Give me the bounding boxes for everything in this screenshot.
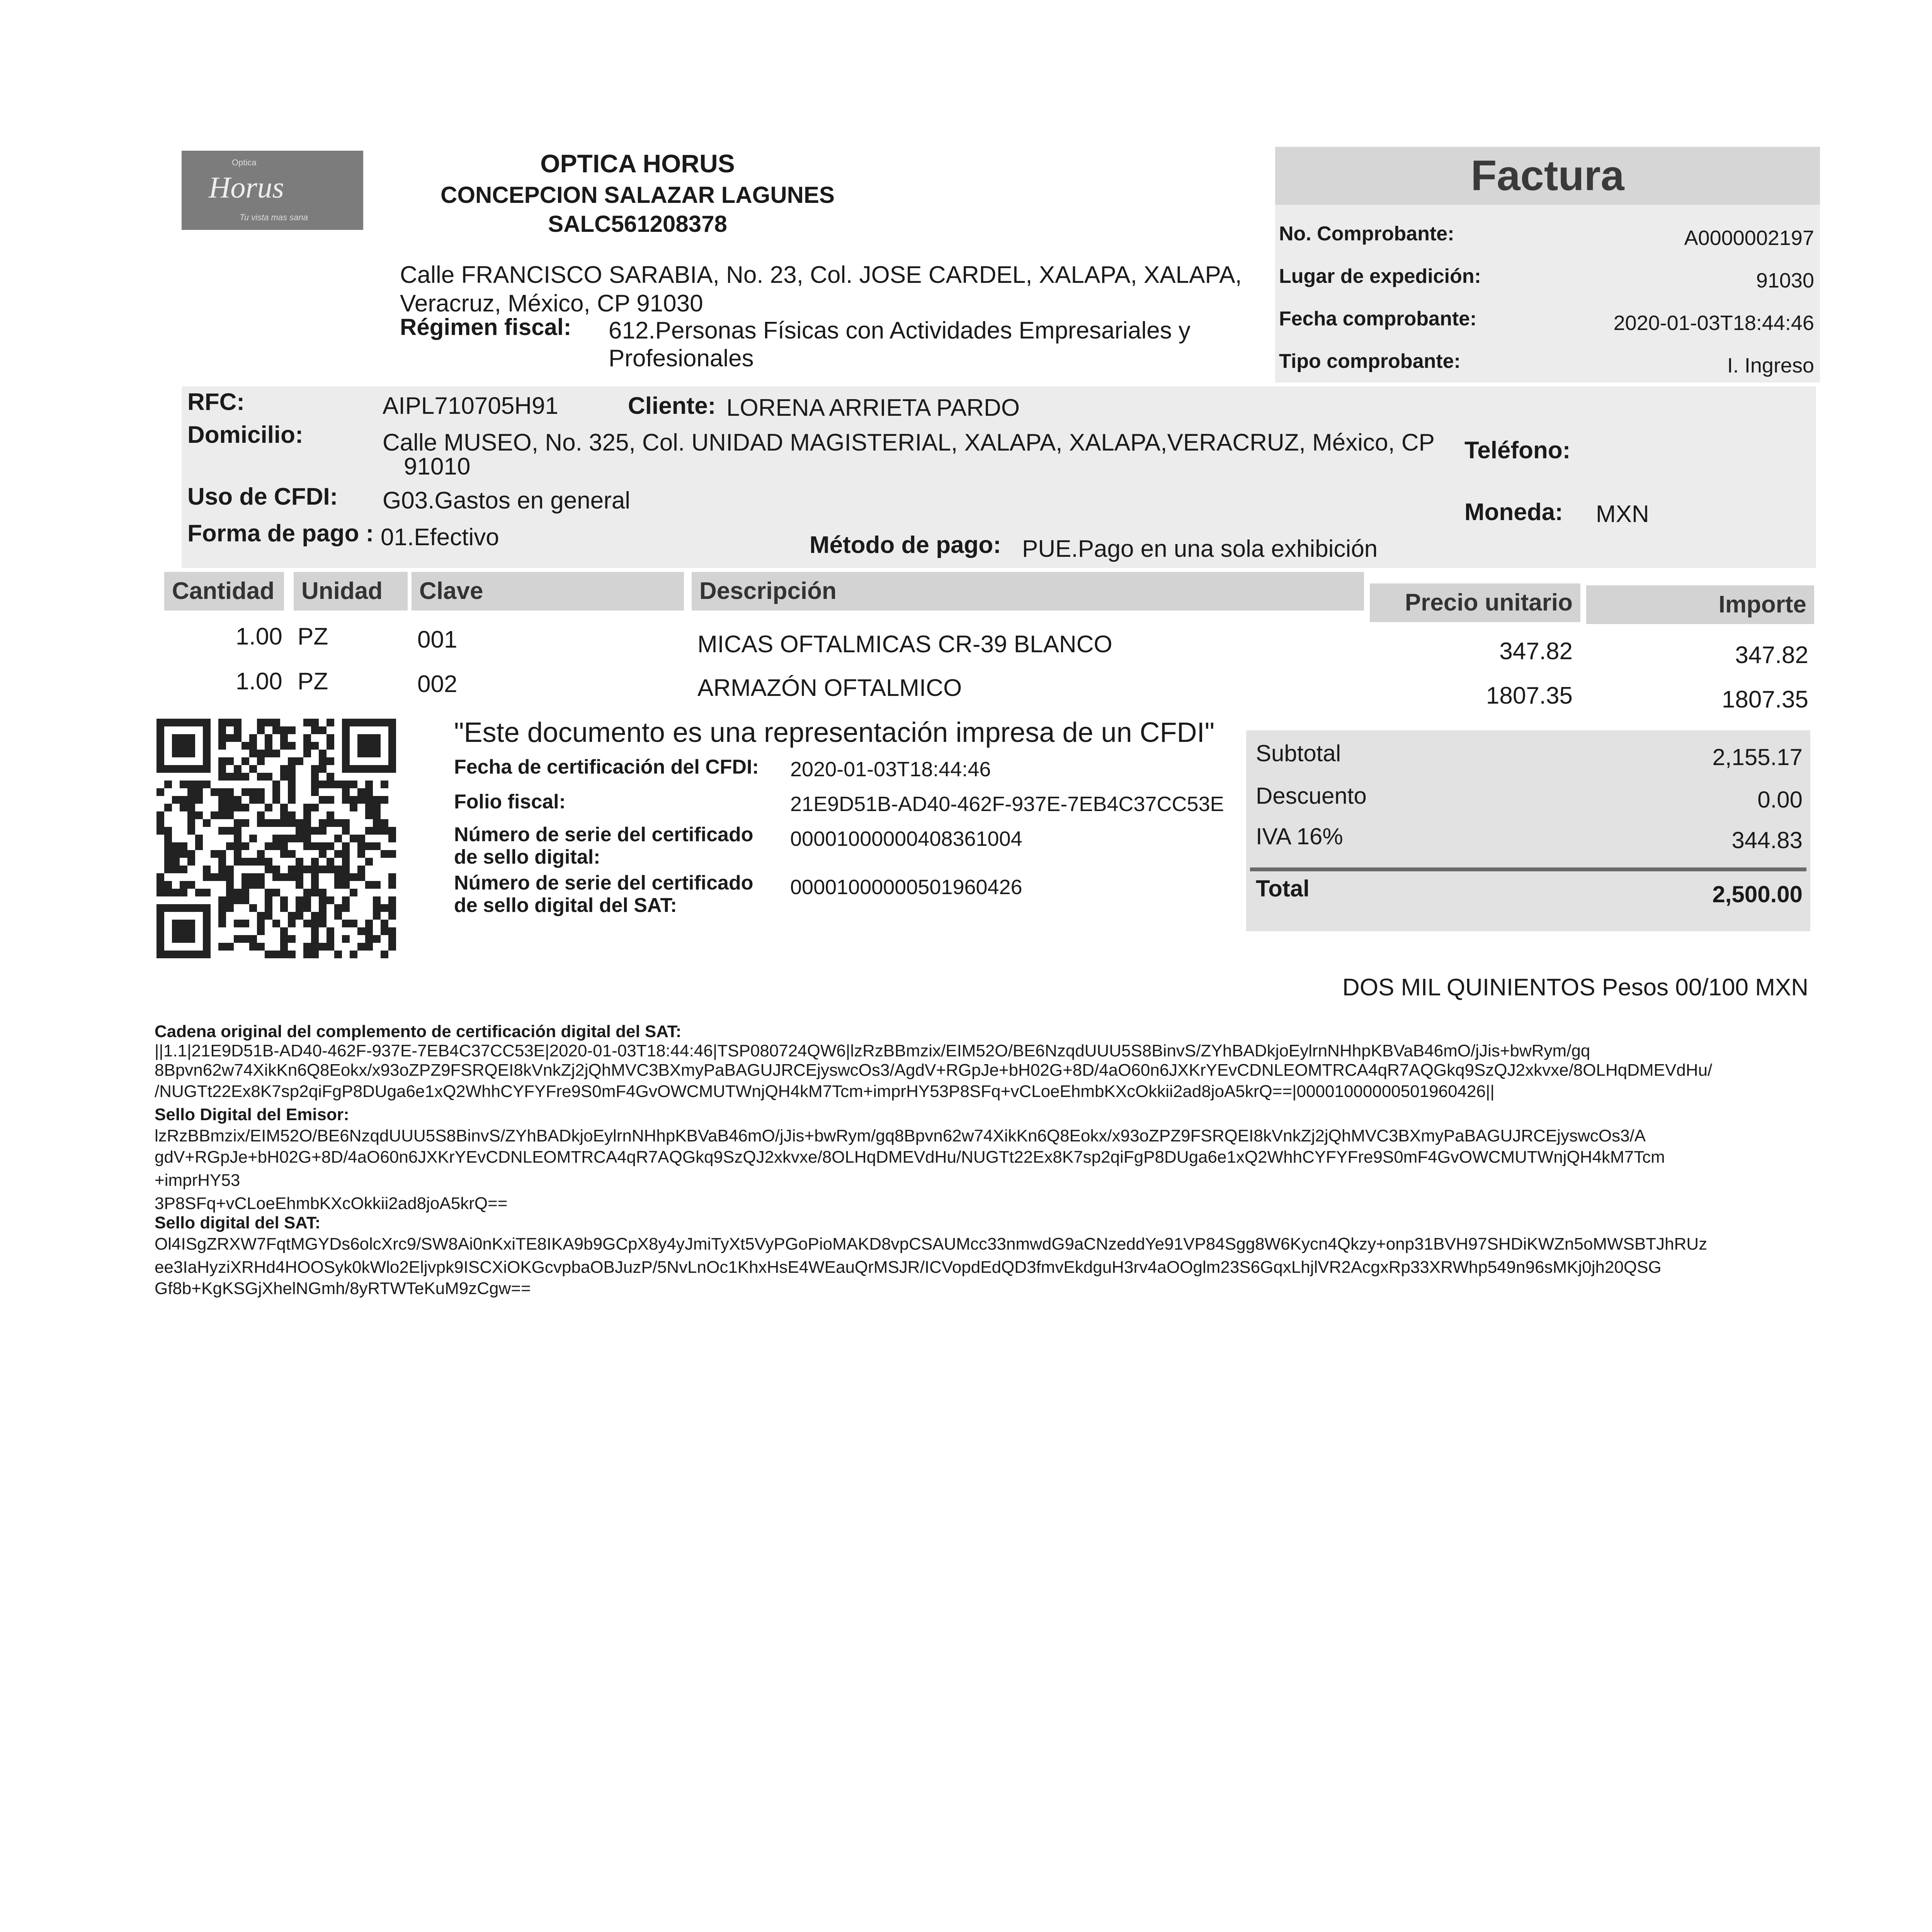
metodo-pago-value: PUE.Pago en una sola exhibición	[1022, 536, 1378, 562]
col-clave: Clave	[412, 572, 684, 611]
row2-cantidad: 1.00	[236, 668, 282, 695]
fecha-certificacion-value: 2020-01-03T18:44:46	[790, 758, 991, 781]
sello-emisor-line-3: +imprHY53	[155, 1171, 240, 1190]
fecha-value: 2020-01-03T18:44:46	[1613, 311, 1814, 335]
row2-importe: 1807.35	[1721, 686, 1808, 713]
company-address: Calle FRANCISCO SARABIA, No. 23, Col. JOSE CARDEL, XALAPA, XALAPA, Veracruz, México, CP 91030	[400, 262, 1242, 317]
sello-emisor-line-2: gdV+RGpJe+bH02G+8D/4aO60n6JXKrYEvCDNLEOMTRCA4qR7AQGkq9SzQJ2xkvxe/8OLHqDMEVdHu/NUGTt22Ex8K7sp2qiFgP8DUga6e1xQ2WhhCYFYFre9S0mF4GvOWCMUTWnjQH4kM7Tcm	[155, 1148, 1665, 1167]
logo-small-text: Optica	[232, 158, 257, 167]
row1-unidad: PZ	[298, 623, 328, 650]
row1-descripcion: MICAS OFTALMICAS CR-39 BLANCO	[697, 631, 1112, 658]
no-comprobante-label: No. Comprobante:	[1279, 223, 1454, 245]
sello-sat-line-1: Ol4ISgZRXW7FqtMGYDs6olcXrc9/SW8Ai0nKxiTE8IKA9b9GCpX8y4yJmiTyXt5VyPGoPioMAKD8vpCSAUMcc33nmwdG9aCNzeddYe91VP84Sgg8W6Kycn4Qkzy+onp31BVH97SHDiKWZn5oMWSBTJhRUz	[155, 1235, 1708, 1253]
subtotal-value: 2,155.17	[1712, 744, 1803, 770]
cliente-value: LORENA ARRIETA PARDO	[726, 395, 1020, 421]
sello-emisor-label: Sello Digital del Emisor:	[155, 1105, 349, 1124]
fecha-label: Fecha comprobante:	[1279, 308, 1477, 330]
cadena-original-line-1: ||1.1|21E9D51B-AD40-462F-937E-7EB4C37CC53E|2020-01-03T18:44:46|TSP080724QW6|lzRzBBmzix/EIM52O/BE6NzqdUUU5S8BinvS/ZYhBADkjoEylrnNHhpKBVaB46mO/jJis+bwRym/gq	[155, 1041, 1590, 1060]
rfc-value: AIPL710705H91	[383, 393, 559, 419]
serie-emisor-label-1: Número de serie del certificado	[454, 823, 753, 846]
telefono-label: Teléfono:	[1464, 437, 1571, 464]
iva-value: 344.83	[1731, 827, 1803, 853]
total-label: Total	[1256, 876, 1310, 901]
sello-sat-line-3: Gf8b+KgKSGjXhelNGmh/8yRTWTeKuM9zCgw==	[155, 1279, 531, 1298]
row2-unidad: PZ	[298, 668, 328, 695]
company-owner: CONCEPCION SALAZAR LAGUNES	[440, 182, 835, 208]
row2-precio: 1807.35	[1486, 682, 1573, 709]
sello-sat-label: Sello digital del SAT:	[155, 1213, 321, 1232]
cfdi-representation-note: "Este documento es una representación impresa de un CFDI"	[454, 717, 1215, 748]
descuento-label: Descuento	[1256, 783, 1367, 809]
domicilio-label: Domicilio:	[187, 422, 303, 448]
metodo-pago-label: Método de pago:	[810, 532, 1001, 558]
logo-tagline: Tu vista mas sana	[240, 213, 308, 222]
col-descripcion: Descripción	[692, 572, 1364, 611]
amount-in-words: DOS MIL QUINIENTOS Pesos 00/100 MXN	[1342, 974, 1808, 1001]
uso-cfdi-value: G03.Gastos en general	[383, 487, 631, 514]
total-divider	[1250, 867, 1806, 871]
descuento-value: 0.00	[1757, 787, 1803, 813]
lugar-value: 91030	[1756, 269, 1814, 292]
row1-precio: 347.82	[1499, 638, 1573, 665]
moneda-value: MXN	[1596, 501, 1649, 527]
row2-clave: 002	[417, 671, 457, 697]
lugar-label: Lugar de expedición:	[1279, 265, 1481, 287]
tipo-value: I. Ingreso	[1727, 354, 1814, 377]
serie-sat-label-2: de sello digital del SAT:	[454, 894, 677, 917]
company-name: OPTICA HORUS	[540, 149, 735, 178]
subtotal-label: Subtotal	[1256, 740, 1341, 766]
sello-emisor-line-1: lzRzBBmzix/EIM52O/BE6NzqdUUU5S8BinvS/ZYhBADkjoEylrnNHhpKBVaB46mO/jJis+bwRym/gq8Bpvn62w74XikKn6Q8Eokx/x93oZPZ9FSRQEI8kVnkZj2jQhMVC3BXmyPaBAGUJRCEjyswcOs3/A	[155, 1126, 1646, 1145]
col-unidad: Unidad	[294, 572, 408, 611]
invoice-title: Factura	[1275, 147, 1820, 205]
cadena-original-line-3: /NUGTt22Ex8K7sp2qiFgP8DUga6e1xQ2WhhCYFYFre9S0mF4GvOWCMUTWnjQH4kM7Tcm+imprHY53P8SFq+vCLoeEhmbKXcOkkii2ad8joA5krQ==|00001000000501960426||	[155, 1082, 1495, 1101]
tipo-label: Tipo comprobante:	[1279, 350, 1461, 372]
row2-descripcion: ARMAZÓN OFTALMICO	[697, 675, 962, 701]
domicilio-line2: 91010	[404, 453, 471, 480]
domicilio-line1: Calle MUSEO, No. 325, Col. UNIDAD MAGISTERIAL, XALAPA, XALAPA,VERACRUZ, México, CP	[383, 429, 1435, 456]
serie-sat-value: 00001000000501960426	[790, 876, 1022, 899]
col-cantidad: Cantidad	[164, 572, 284, 611]
iva-label: IVA 16%	[1256, 823, 1343, 849]
cadena-original-line-2: 8Bpvn62w74XikKn6Q8Eokx/x93oZPZ9FSRQEI8kVnkZj2jQhMVC3BXmyPaBAGUJRCEjyswcOs3/AgdV+RGpJe+bH02G+8D/4aO60n6JXKrYEvCDNLEOMTRCA4qR7AQGkq9SzQJ2xkvxe/8OLHqDMEVdHu/	[155, 1061, 1713, 1080]
cliente-label: Cliente:	[628, 393, 716, 419]
row1-cantidad: 1.00	[236, 623, 282, 650]
regimen-label: Régimen fiscal:	[400, 314, 571, 340]
cadena-original-label: Cadena original del complemento de certificación digital del SAT:	[155, 1022, 682, 1041]
qr-code	[156, 719, 396, 958]
row1-importe: 347.82	[1735, 642, 1808, 668]
moneda-label: Moneda:	[1464, 499, 1563, 526]
sello-emisor-line-4: 3P8SFq+vCLoeEhmbKXcOkkii2ad8joA5krQ==	[155, 1194, 508, 1213]
serie-sat-label-1: Número de serie del certificado	[454, 872, 753, 894]
folio-fiscal-label: Folio fiscal:	[454, 791, 566, 813]
logo-text: Horus	[209, 170, 284, 204]
folio-fiscal-value: 21E9D51B-AD40-462F-937E-7EB4C37CC53E	[790, 793, 1224, 816]
uso-cfdi-label: Uso de CFDI:	[187, 483, 338, 510]
no-comprobante-value: A0000002197	[1684, 226, 1814, 250]
total-value: 2,500.00	[1712, 881, 1803, 907]
serie-emisor-label-2: de sello digital:	[454, 846, 600, 868]
col-importe: Importe	[1586, 585, 1814, 624]
company-rfc: SALC561208378	[548, 211, 727, 237]
fecha-certificacion-label: Fecha de certificación del CFDI:	[454, 756, 759, 778]
col-precio: Precio unitario	[1370, 583, 1580, 622]
serie-emisor-value: 00001000000408361004	[790, 827, 1022, 850]
regimen-value: 612.Personas Físicas con Actividades Empresariales y Profesionales	[609, 317, 1190, 372]
company-logo	[182, 151, 363, 230]
forma-pago-value: 01.Efectivo	[381, 524, 499, 551]
forma-pago-label: Forma de pago :	[187, 520, 374, 547]
row1-clave: 001	[417, 626, 457, 653]
rfc-label: RFC:	[187, 389, 245, 415]
sello-sat-line-2: ee3IaHyziXRHd4HOOSyk0kWlo2Eljvpk9ISCXiOKGcvpbaOBJuzP/5NvLnOc1KhxHsE4WEauQrMSJR/ICVopdEdQD3fmvEkdguH3rv4aOOglm23S6GqxLhjlVR2AcgxRp33XRWhp549n96sMKj0jh20QSG	[155, 1258, 1662, 1277]
